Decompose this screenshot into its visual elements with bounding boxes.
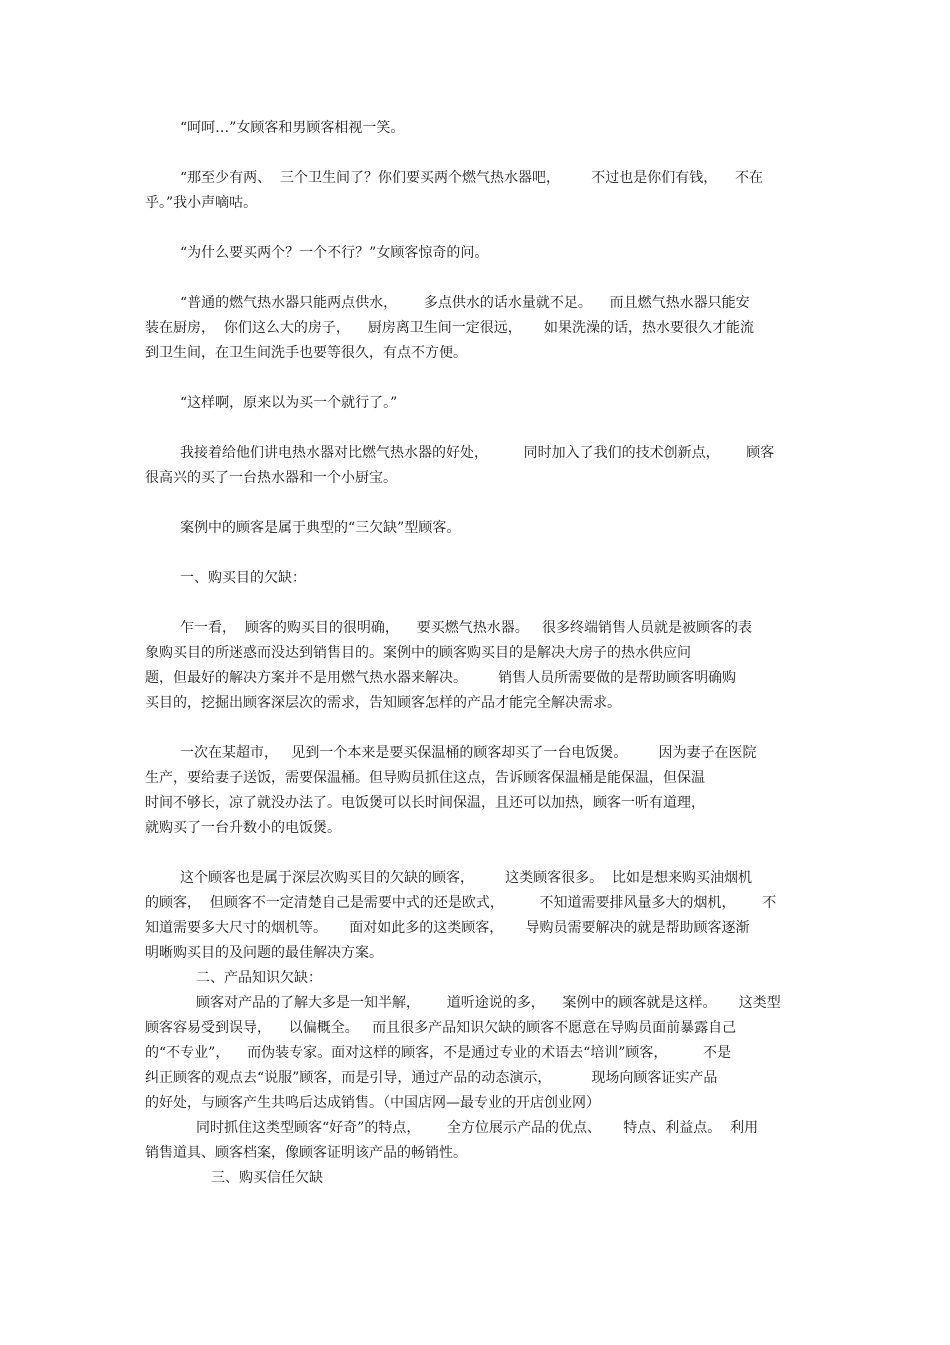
paragraph-line: 同时抓住这类型顾客“好奇”的特点， 全方位展示产品的优点、 特点、利益点。 利用: [196, 1120, 759, 1136]
paragraph-line: 装在厨房， 你们这么大的房子， 厨房离卫生间一定很远， 如果洗澡的话，热水要很久才能流: [145, 320, 754, 336]
paragraph-line: 买目的，挖掘出顾客深层次的需求，告知顾客怎样的产品才能完全解决需求。: [145, 695, 621, 711]
paragraph-line: 顾客容易受到误导， 以偏概全。 而且很多产品知识欠缺的顾客不愿意在导购员面前暴露自己: [145, 1020, 737, 1036]
paragraph-line: 顾客对产品的了解大多是一知半解， 道听途说的多， 案例中的顾客就是这样。 这类型: [196, 995, 781, 1011]
paragraph-line: 就购买了一台升数小的电饭煲。: [145, 820, 341, 836]
paragraph-line: 象购买目的所迷惑而没达到销售目的。案例中的顾客购买目的是解决大房子的热水供应问: [145, 645, 691, 661]
section-heading: 一、购买目的欠缺：: [180, 570, 306, 586]
paragraph-line: 的“不专业”， 而伪装专家。面对这样的顾客，不是通过专业的术语去“培训”顾客， 不是: [145, 1045, 732, 1061]
paragraph-line: 时间不够长，凉了就没办法了。电饭煲可以长时间保温，且还可以加热，顾客一听有道理，: [145, 795, 705, 811]
paragraph-line: 这个顾客也是属于深层次购买目的欠缺的顾客， 这类顾客很多。 比如是想来购买油烟机: [180, 870, 753, 886]
paragraph-line: 的顾客， 但顾客不一定清楚自己是需要中式的还是欧式， 不知道需要排风量多大的烟机， 不: [145, 895, 777, 911]
paragraph-line: 销售道具、顾客档案，像顾客证明该产品的畅销性。: [145, 1145, 467, 1161]
paragraph-line: 乎。”我小声嘀咕。: [145, 195, 258, 211]
paragraph-line: “普通的燃气热水器只能两点供水， 多点供水的话水量就不足。 而且燃气热水器只能安: [180, 295, 750, 311]
paragraph-line: 乍一看， 顾客的购买目的很明确， 要买燃气热水器。 很多终端销售人员就是被顾客的表: [180, 620, 753, 636]
paragraph-line: 的好处，与顾客产生共鸣后达成销售。（中国店网—最专业的开店创业网）: [145, 1095, 600, 1111]
paragraph-line: “那至少有两、 三个卫生间了？你们要买两个燃气热水器吧， 不过也是你们有钱， 不在: [180, 170, 764, 186]
paragraph-line: “这样啊，原来以为买一个就行了。”: [180, 395, 398, 411]
paragraph-line: 案例中的顾客是属于典型的“三欠缺”型顾客。: [180, 520, 461, 536]
paragraph-line: 生产，要给妻子送饭，需要保温桶。但导购员抓住这点，告诉顾客保温桶是能保温，但保温: [145, 770, 705, 786]
paragraph-line: 明晰购买目的及问题的最佳解决方案。: [145, 945, 383, 961]
section-heading: 二、产品知识欠缺：: [196, 970, 322, 986]
paragraph-line: 很高兴的买了一台热水器和一个小厨宝。: [145, 470, 397, 486]
paragraph-line: 题，但最好的解决方案并不是用燃气热水器来解决。 销售人员所需要做的是帮助顾客明确购: [145, 670, 737, 686]
paragraph-line: 我接着给他们讲电热水器对比燃气热水器的好处， 同时加入了我们的技术创新点， 顾客: [180, 445, 775, 461]
section-heading: 三、购买信任欠缺: [211, 1170, 323, 1186]
paragraph-line: 到卫生间，在卫生间洗手也要等很久，有点不方便。: [145, 345, 467, 361]
paragraph-line: “呵呵…”女顾客和男顾客相视一笑。: [180, 120, 405, 136]
paragraph-line: 一次在某超市， 见到一个本来是要买保温桶的顾客却买了一台电饭煲。 因为妻子在医院: [180, 745, 757, 761]
paragraph-line: “为什么要买两个？一个不行？”女顾客惊奇的问。: [180, 245, 489, 261]
paragraph-line: 纠正顾客的观点去“说服”顾客，而是引导，通过产品的动态演示， 现场向顾客证实产品: [145, 1070, 718, 1086]
paragraph-line: 知道需要多大尺寸的烟机等。 面对如此多的这类顾客， 导购员需要解决的就是帮助顾客逐渐: [145, 920, 750, 936]
